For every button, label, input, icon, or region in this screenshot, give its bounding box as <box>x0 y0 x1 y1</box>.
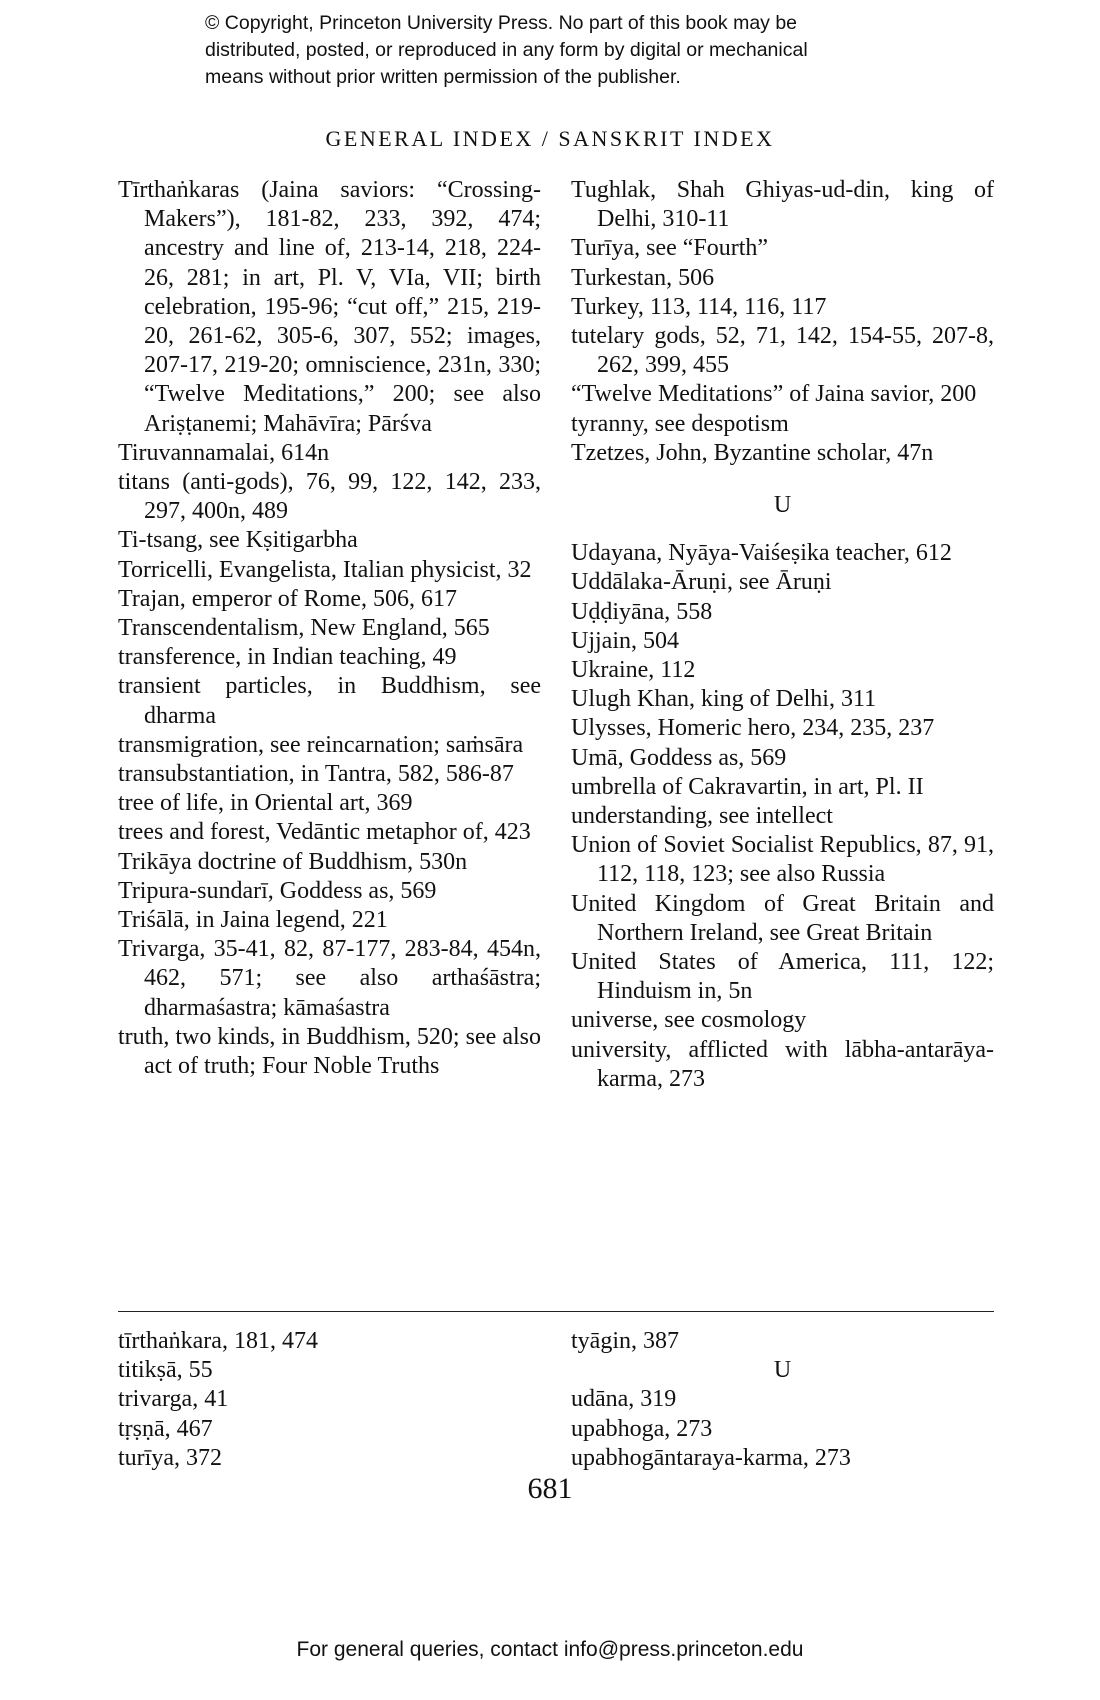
copyright-notice <box>205 10 925 91</box>
sanskrit-entry: tyāgin, 387 <box>571 1328 679 1354</box>
sanskrit-entry: upabhogāntaraya-karma, 273 <box>571 1444 851 1471</box>
sanskrit-index-right-column <box>571 1327 994 1473</box>
index-entry: university, afflicted with lābha-antarāya-karma, 273 <box>571 1036 994 1092</box>
index-entry: transference, in Indian teaching, 49 <box>118 644 457 671</box>
sanskrit-entry: tṛṣṇā, 467 <box>118 1415 213 1442</box>
index-entry: transmigration, see reincarnation; saṁsāra <box>118 731 524 758</box>
index-entry: transubstantiation, in Tantra, 582, 586-87 <box>118 761 514 788</box>
sanskrit-entry: trivarga, 41 <box>118 1386 229 1413</box>
page-number: 681 <box>527 1472 573 1505</box>
index-entry: tutelary gods, 52, 71, 142, 154-55, 207-8, 262, 399, 455 <box>571 323 994 379</box>
general-index-left-column <box>118 176 541 1081</box>
section-letter-heading: U <box>773 1357 792 1384</box>
copyright-line: means without prior written permission of the publisher. <box>205 66 681 88</box>
sanskrit-entry: titikṣā, 55 <box>118 1357 213 1384</box>
index-entry: trees and forest, Vedāntic metaphor of, 423 <box>118 819 531 846</box>
sanskrit-index-left-column <box>118 1327 541 1473</box>
running-head: GENERAL INDEX / SANSKRIT INDEX <box>325 126 775 151</box>
index-entry: Turīya, see “Fourth” <box>571 235 769 262</box>
index-entry: Trikāya doctrine of Buddhism, 530n <box>118 848 468 875</box>
index-entry: Udayana, Nyāya-Vaiśeṣika teacher, 612 <box>571 540 952 567</box>
index-entry: Ukraine, 112 <box>571 657 696 684</box>
index-entry: Union of Soviet Socialist Republics, 87, 91, 112, 118, 123; see also Russia <box>571 832 994 888</box>
index-entry: Umā, Goddess as, 569 <box>571 744 787 771</box>
footer-contact: For general queries, contact info@press.princeton.edu <box>296 1638 804 1661</box>
index-entry: Tughlak, Shah Ghiyas-ud-din, king of Delhi, 310-11 <box>571 177 994 233</box>
index-entry: Ujjain, 504 <box>571 627 679 654</box>
section-letter-heading: U <box>773 492 792 519</box>
index-entry: universe, see cosmology <box>571 1007 807 1034</box>
index-entry: Tīrthaṅkaras (Jaina saviors: “Crossing-Makers”), 181-82, 233, 392, 474; ancestry and line of, 213-14, 218, 224-26, 281; in art, Pl. V, VIa, VII; birth celebration, 195-96; “cut off,” 215, 219-20, 261-62, 305-6, 307, 552; images, 207-17, 219-20; omniscience, 231n, 330; “Twelve Meditations,” 200; see also Ariṣṭanemi; Mahāvīra; Pārśva <box>118 177 541 437</box>
sanskrit-entry: upabhoga, 273 <box>571 1415 713 1442</box>
index-entry: transient particles, in Buddhism, see dharma <box>118 673 541 729</box>
section-divider <box>118 1311 994 1312</box>
index-entry: Trajan, emperor of Rome, 506, 617 <box>118 585 458 612</box>
index-entry: Tripura-sundarī, Goddess as, 569 <box>118 877 437 904</box>
sanskrit-entry: udāna, 319 <box>571 1386 677 1413</box>
index-entry: Turkestan, 506 <box>571 264 715 291</box>
index-entry: Tzetzes, John, Byzantine scholar, 47n <box>571 439 934 466</box>
index-entry: tyranny, see despotism <box>571 410 789 437</box>
copyright-line: © Copyright, Princeton University Press. No part of this book may be <box>205 12 798 34</box>
index-entry: Triśālā, in Jaina legend, 221 <box>118 907 388 934</box>
index-entry: “Twelve Meditations” of Jaina savior, 200 <box>571 381 977 408</box>
sanskrit-entry: turīya, 372 <box>118 1444 222 1471</box>
index-entry: United States of America, 111, 122; Hinduism in, 5n <box>571 949 994 1005</box>
index-entry: United Kingdom of Great Britain and Northern Ireland, see Great Britain <box>571 890 994 946</box>
general-index-right-column <box>571 176 994 1094</box>
sanskrit-entry: tīrthaṅkara, 181, 474 <box>118 1328 318 1354</box>
copyright-line: distributed, posted, or reproduced in any form by digital or mechanical <box>205 39 808 61</box>
index-entry: Uḍḍiyāna, 558 <box>571 598 713 625</box>
index-entry: Trivarga, 35-41, 82, 87-177, 283-84, 454n, 462, 571; see also arthaśāstra; dharmaśastra; kāmaśastra <box>118 936 541 1021</box>
index-entry: Tiruvannamalai, 614n <box>118 439 330 466</box>
index-entry: Transcendentalism, New England, 565 <box>118 615 490 642</box>
index-entry: Ti-tsang, see Kṣitigarbha <box>118 527 358 554</box>
index-entry: umbrella of Cakravartin, in art, Pl. II <box>571 773 924 800</box>
index-entry: Uddālaka-Āruṇi, see Āruṇi <box>571 569 832 596</box>
index-entry: titans (anti-gods), 76, 99, 122, 142, 233, 297, 400n, 489 <box>118 469 541 525</box>
index-entry: Ulugh Khan, king of Delhi, 311 <box>571 686 877 713</box>
index-entry: Torricelli, Evangelista, Italian physicist, 32 <box>118 556 532 583</box>
index-entry: understanding, see intellect <box>571 803 833 830</box>
index-entry: Ulysses, Homeric hero, 234, 235, 237 <box>571 715 935 742</box>
index-entry: Turkey, 113, 114, 116, 117 <box>571 293 827 320</box>
index-entry: tree of life, in Oriental art, 369 <box>118 790 413 817</box>
index-entry: truth, two kinds, in Buddhism, 520; see also act of truth; Four Noble Truths <box>118 1023 541 1080</box>
